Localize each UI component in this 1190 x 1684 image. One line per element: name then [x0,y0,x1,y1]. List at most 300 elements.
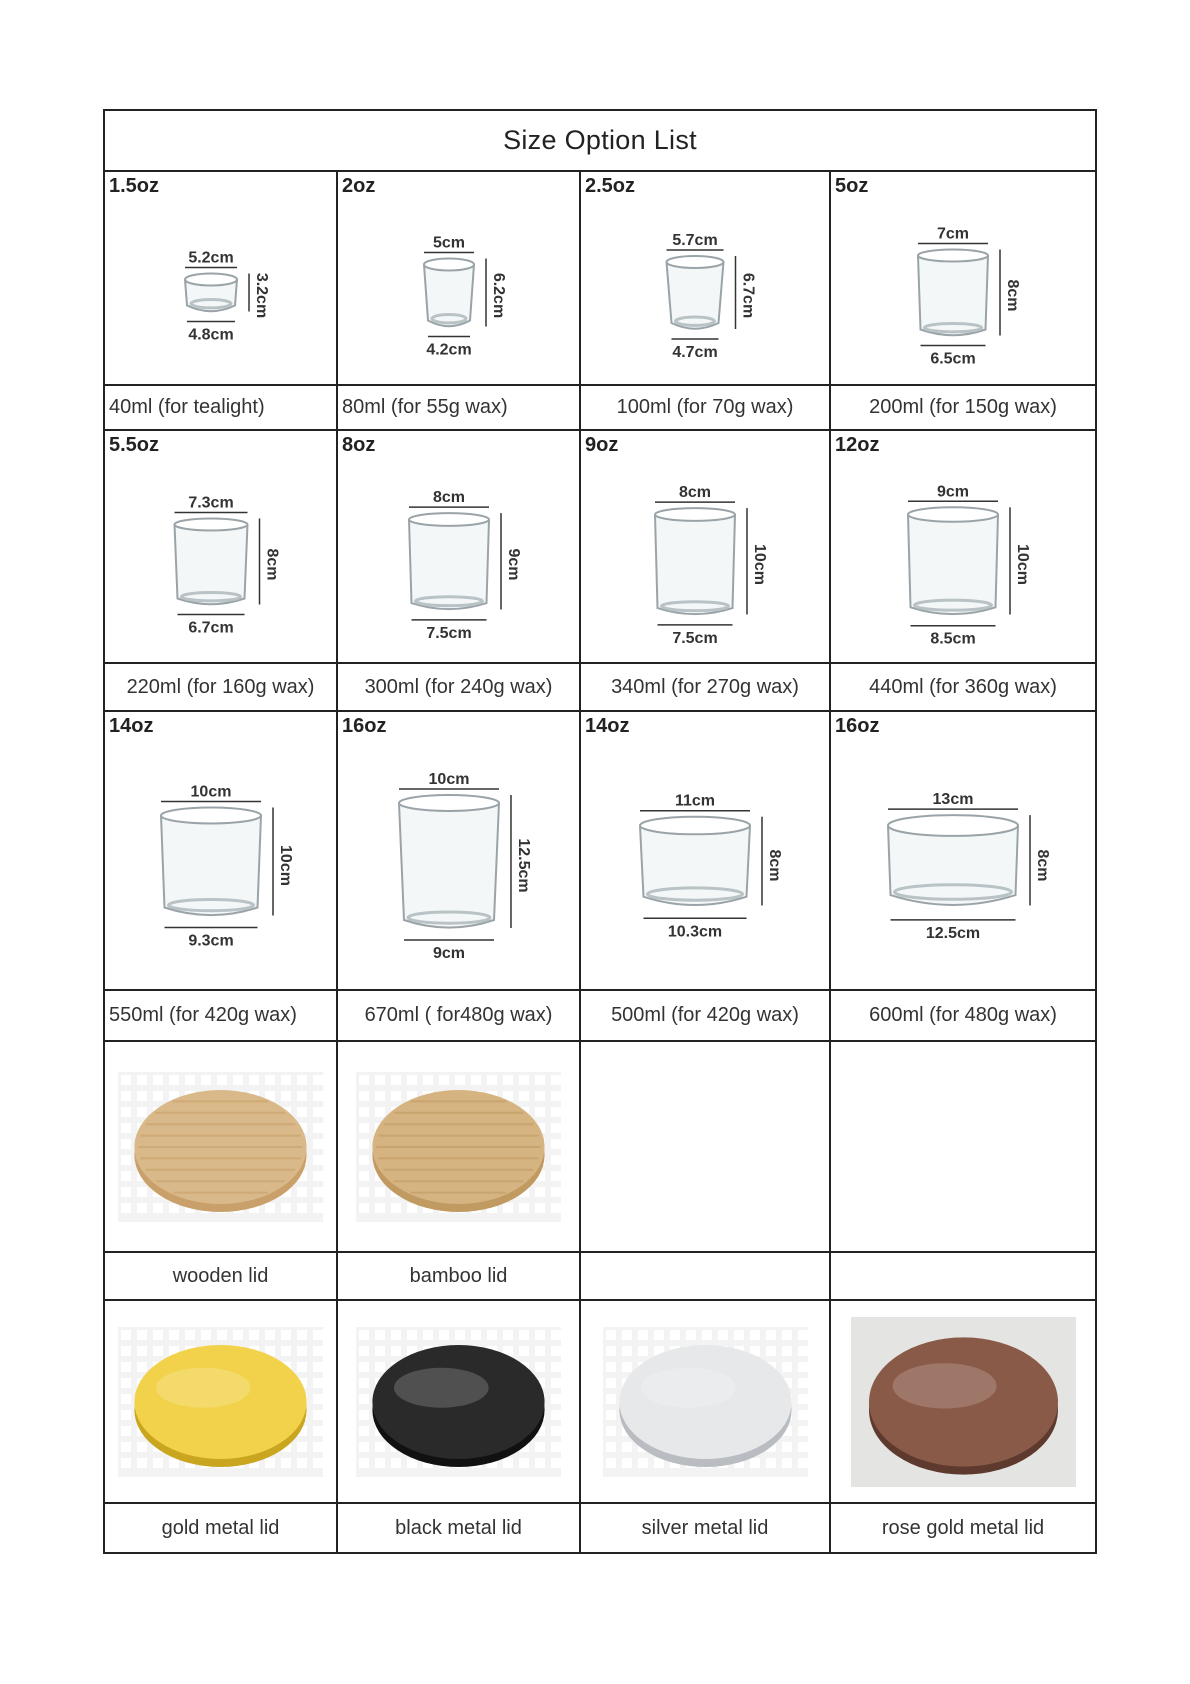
glass-jar-illustration [111,197,331,382]
backdrop-tile [551,1330,561,1340]
top-diameter-label: 9cm [937,483,970,501]
backdrop-tile [551,1346,561,1356]
height-label: 12.5cm [514,838,532,893]
backdrop-tile [622,1458,632,1468]
backdrop-tile [375,1107,385,1117]
jar-body [640,826,750,906]
backdrop-tile [359,1442,369,1452]
backdrop-tile [503,1075,513,1085]
backdrop-tile [718,1330,728,1340]
backdrop-tile [359,1362,369,1372]
jar-capacity: 500ml (for 420g wax) [580,990,830,1041]
backdrop-tile [519,1091,529,1101]
bottom-diameter-label: 9cm [432,945,465,962]
backdrop-tile [297,1075,307,1085]
glass-jar-illustration [595,197,815,382]
top-diameter-label: 10cm [190,783,231,801]
bottom-diameter-label: 9.3cm [187,932,234,950]
backdrop-tile [519,1346,529,1356]
backdrop-tile [375,1187,385,1197]
backdrop-tile [519,1075,529,1085]
backdrop-tile [551,1362,561,1372]
backdrop-tile [137,1203,147,1213]
backdrop-tile [391,1075,401,1085]
lid-caption [830,1252,1096,1300]
backdrop-tile [798,1394,808,1404]
jar-capacity: 200ml (for 150g wax) [830,385,1096,430]
glass-jar [185,274,237,312]
backdrop-tile [503,1458,513,1468]
height-label: 10cm [276,845,294,886]
backdrop-tile [313,1362,323,1372]
jar-capacity: 340ml (for 270g wax) [580,663,830,711]
backdrop-tile [121,1394,131,1404]
height-label: 6.7cm [739,272,757,319]
backdrop-tile [487,1075,497,1085]
jar-cell [337,430,580,663]
backdrop-tile [551,1107,561,1117]
backdrop-tile [313,1123,323,1133]
backdrop-tile [798,1346,808,1356]
backdrop-tile [535,1346,545,1356]
backdrop-tile [233,1075,243,1085]
backdrop-tile [359,1458,369,1468]
jar-capacity: 600ml (for 480g wax) [830,990,1096,1041]
bottom-diameter-label: 7.5cm [425,624,472,642]
glass-jar-illustration [853,737,1073,982]
lid-caption: black metal lid [337,1503,580,1553]
lid-cell [580,1300,830,1503]
backdrop-tile [638,1330,648,1340]
backdrop-tile [654,1458,664,1468]
backdrop-tile [297,1203,307,1213]
backdrop-tile [121,1378,131,1388]
backdrop-tile [622,1362,632,1372]
backdrop-tile [265,1458,275,1468]
gold-metal-lid-image [118,1327,323,1477]
jar-size-label: 2oz [342,175,376,197]
backdrop-tile [137,1442,147,1452]
backdrop-tile [121,1155,131,1165]
backdrop-tile [375,1203,385,1213]
backdrop-tile [265,1330,275,1340]
backdrop-tile [313,1458,323,1468]
backdrop-tile [153,1203,163,1213]
backdrop-tile [153,1330,163,1340]
backdrop-tile [391,1346,401,1356]
glass-jar-illustration [349,197,569,382]
backdrop-tile [654,1330,664,1340]
backdrop-tile [551,1187,561,1197]
jar-capacity: 220ml (for 160g wax) [104,663,337,711]
backdrop-tile [359,1091,369,1101]
caption-row [104,663,1096,711]
jar-cell [337,171,580,385]
backdrop-tile [535,1442,545,1452]
jar-rim [424,259,474,271]
lid-caption: rose gold metal lid [830,1503,1096,1553]
backdrop-tile [121,1410,131,1420]
backdrop-tile [487,1330,497,1340]
height-label: 8cm [1004,279,1022,312]
backdrop-tile [391,1203,401,1213]
backdrop-tile [606,1346,616,1356]
backdrop-tile [391,1091,401,1101]
top-diameter-label: 10cm [428,771,469,788]
jar-cell [580,171,830,385]
backdrop-tile [313,1187,323,1197]
backdrop-tile [121,1330,131,1340]
backdrop-tile [121,1107,131,1117]
jar-size-label: 9oz [585,434,619,456]
backdrop-tile [798,1330,808,1340]
backdrop-tile [606,1378,616,1388]
backdrop-tile [798,1426,808,1436]
backdrop-tile [535,1458,545,1468]
backdrop-tile [359,1139,369,1149]
backdrop-tile [297,1362,307,1372]
backdrop-tile [313,1139,323,1149]
bottom-diameter-label: 6.7cm [187,619,234,637]
backdrop-tile [169,1203,179,1213]
lid-image-row [104,1300,1096,1503]
backdrop-tile [359,1171,369,1181]
backdrop-tile [551,1394,561,1404]
backdrop-tile [535,1362,545,1372]
backdrop-tile [121,1091,131,1101]
jar-size-label: 2.5oz [585,175,636,197]
glass-jar-illustration [853,197,1073,382]
backdrop-tile [313,1410,323,1420]
backdrop-tile [121,1442,131,1452]
backdrop-tile [606,1458,616,1468]
backdrop-tile [551,1171,561,1181]
backdrop-tile [798,1442,808,1452]
backdrop-tile [121,1203,131,1213]
lid-cell [104,1300,337,1503]
top-diameter-label: 8cm [678,484,712,502]
glass-jar-illustration [111,456,331,661]
glass-jar-illustration [111,737,331,982]
backdrop-tile [281,1203,291,1213]
lid-caption: gold metal lid [104,1503,337,1553]
jar-capacity: 550ml (for 420g wax) [104,990,337,1041]
backdrop-tile [423,1075,433,1085]
backdrop-tile [297,1330,307,1340]
jar-size-label: 12oz [835,434,880,456]
backdrop-tile [169,1075,179,1085]
backdrop-tile [375,1075,385,1085]
bottom-diameter-label: 4.7cm [672,344,718,361]
backdrop-tile [782,1442,792,1452]
backdrop-tile [782,1458,792,1468]
glass-jar [161,808,261,916]
backdrop-tile [169,1330,179,1340]
backdrop-tile [503,1203,513,1213]
jar-size-label: 5oz [835,175,869,197]
jar-cell [580,430,830,663]
jar-body [888,826,1018,905]
caption-row [104,1252,1096,1300]
backdrop-tile [439,1075,449,1085]
table-title: Size Option List [104,110,1096,171]
height-label: 8cm [766,849,783,882]
backdrop-tile [535,1075,545,1085]
size-option-sheet [103,109,1095,1554]
backdrop-tile [750,1330,760,1340]
glass-jar-illustration [349,456,569,661]
backdrop-tile [455,1330,465,1340]
silver-metal-lid-image [603,1327,808,1477]
backdrop-tile [297,1091,307,1101]
backdrop-tile [121,1123,131,1133]
jar-rim [908,507,998,521]
top-diameter-label: 7cm [937,225,970,243]
height-label: 10cm [1014,544,1032,585]
backdrop-tile [455,1075,465,1085]
backdrop-tile [153,1075,163,1085]
backdrop-tile [638,1458,648,1468]
backdrop-tile [798,1410,808,1420]
backdrop-tile [519,1330,529,1340]
top-diameter-label: 8cm [432,489,465,507]
backdrop-tile [121,1171,131,1181]
backdrop-tile [606,1410,616,1420]
lid-cell [337,1041,580,1252]
caption-row [104,1503,1096,1553]
backdrop-tile [313,1426,323,1436]
backdrop-tile [551,1458,561,1468]
backdrop-tile [766,1346,776,1356]
backdrop-tile [375,1362,385,1372]
jar-body [655,515,735,615]
backdrop-tile [551,1378,561,1388]
backdrop-tile [137,1187,147,1197]
backdrop-tile [782,1330,792,1340]
jar-cell [337,711,580,990]
backdrop-tile [137,1362,147,1372]
backdrop-tile [407,1330,417,1340]
backdrop-tile [535,1330,545,1340]
backdrop-tile [606,1362,616,1372]
backdrop-tile [313,1203,323,1213]
jar-cell [580,711,830,990]
glass-jar [174,519,247,605]
backdrop-tile [471,1075,481,1085]
jar-rim [667,256,724,268]
bottom-diameter-label: 6.5cm [930,350,976,368]
backdrop-tile [359,1410,369,1420]
glass-jar-illustration [595,737,815,982]
backdrop-tile [297,1107,307,1117]
jar-capacity: 80ml (for 55g wax) [337,385,580,430]
jar-row [104,711,1096,990]
lid-caption: wooden lid [104,1252,337,1300]
top-diameter-label: 11cm [674,792,716,810]
backdrop-tile [359,1394,369,1404]
backdrop-tile [265,1075,275,1085]
backdrop-tile [359,1075,369,1085]
backdrop-tile [535,1107,545,1117]
backdrop-tile [766,1330,776,1340]
backdrop-tile [359,1187,369,1197]
backdrop-tile [359,1330,369,1340]
jar-body [399,803,499,928]
backdrop-tile [606,1442,616,1452]
backdrop-tile [551,1123,561,1133]
glass-jar-illustration [349,737,569,982]
backdrop-tile [153,1346,163,1356]
caption-row [104,990,1096,1041]
height-label: 8cm [1034,849,1052,882]
backdrop-tile [359,1346,369,1356]
backdrop-tile [233,1330,243,1340]
backdrop-tile [137,1346,147,1356]
backdrop-tile [375,1442,385,1452]
backdrop-tile [375,1091,385,1101]
glass-jar [640,817,750,905]
backdrop-tile [551,1091,561,1101]
backdrop-tile [391,1330,401,1340]
backdrop-tile [313,1091,323,1101]
backdrop-tile [281,1458,291,1468]
jar-capacity: 440ml (for 360g wax) [830,663,1096,711]
jar-size-label: 14oz [585,715,630,737]
top-diameter-label: 7.3cm [187,494,234,512]
jar-rim [918,250,988,262]
top-diameter-label: 5cm [432,234,465,252]
backdrop-tile [359,1203,369,1213]
backdrop-tile [606,1426,616,1436]
lid-cell [337,1300,580,1503]
backdrop-tile [185,1330,195,1340]
backdrop-tile [313,1394,323,1404]
top-diameter-label: 5.7cm [672,232,718,249]
backdrop-tile [281,1346,291,1356]
black-metal-lid-image [356,1327,561,1477]
backdrop-tile [407,1075,417,1085]
jar-size-label: 16oz [835,715,880,737]
backdrop-tile [375,1346,385,1356]
lid-image-row [104,1041,1096,1252]
backdrop-tile [535,1091,545,1101]
jar-capacity: 670ml ( for480g wax) [337,990,580,1041]
jar-capacity: 300ml (for 240g wax) [337,663,580,711]
backdrop-tile [121,1139,131,1149]
glass-jar [409,513,489,609]
jar-size-label: 16oz [342,715,387,737]
caption-row [104,385,1096,430]
backdrop-tile [519,1458,529,1468]
jar-capacity: 40ml (for tealight) [104,385,337,430]
rose-gold-metal-lid-image [851,1317,1076,1487]
backdrop-tile [121,1187,131,1197]
backdrop-tile [359,1378,369,1388]
backdrop-tile [137,1091,147,1101]
backdrop-tile [551,1075,561,1085]
backdrop-tile [606,1330,616,1340]
size-option-table [103,109,1097,1554]
height-label: 3.2cm [252,272,270,319]
backdrop-tile [638,1346,648,1356]
jar-row [104,171,1096,385]
height-label: 6.2cm [489,272,507,319]
jar-rim [888,815,1018,836]
backdrop-tile [551,1155,561,1165]
backdrop-tile [201,1330,211,1340]
lid-caption: silver metal lid [580,1503,830,1553]
backdrop-tile [702,1330,712,1340]
backdrop-tile [551,1426,561,1436]
backdrop-tile [313,1171,323,1181]
backdrop-tile [265,1203,275,1213]
lid-caption: bamboo lid [337,1252,580,1300]
bottom-diameter-label: 4.2cm [425,341,472,359]
lid-highlight [156,1367,251,1407]
backdrop-tile [750,1458,760,1468]
jar-rim [655,508,735,521]
backdrop-tile [551,1442,561,1452]
jar-rim [161,808,261,824]
wooden-lid-image [118,1072,323,1222]
backdrop-tile [670,1330,680,1340]
lid-cell [830,1300,1096,1503]
backdrop-tile [137,1458,147,1468]
backdrop-tile [281,1330,291,1340]
backdrop-tile [313,1330,323,1340]
backdrop-tile [439,1330,449,1340]
bamboo-lid-image [356,1072,561,1222]
backdrop-tile [551,1203,561,1213]
jar-cell [830,171,1096,385]
height-label: 9cm [504,548,522,581]
backdrop-tile [297,1346,307,1356]
backdrop-tile [249,1075,259,1085]
backdrop-tile [535,1203,545,1213]
backdrop-tile [313,1075,323,1085]
lid-caption [580,1252,830,1300]
glass-jar [655,508,735,614]
backdrop-tile [622,1442,632,1452]
empty-cell [830,1041,1096,1252]
lid-cell [104,1041,337,1252]
backdrop-tile [519,1203,529,1213]
jar-cell [830,711,1096,990]
backdrop-tile [766,1458,776,1468]
backdrop-tile [313,1378,323,1388]
jar-cell [104,171,337,385]
glass-jar [918,250,988,336]
backdrop-tile [359,1155,369,1165]
backdrop-tile [137,1075,147,1085]
backdrop-tile [622,1330,632,1340]
jar-size-label: 1.5oz [109,175,160,197]
backdrop-tile [471,1330,481,1340]
lid-highlight [892,1363,996,1408]
backdrop-tile [423,1330,433,1340]
glass-jar [908,507,998,614]
backdrop-tile [503,1330,513,1340]
glass-jar [667,256,724,329]
backdrop-tile [217,1075,227,1085]
backdrop-tile [407,1458,417,1468]
backdrop-tile [551,1139,561,1149]
jar-row [104,430,1096,663]
jar-rim [185,274,237,286]
lid-highlight [394,1367,489,1407]
backdrop-tile [281,1091,291,1101]
backdrop-tile [137,1107,147,1117]
